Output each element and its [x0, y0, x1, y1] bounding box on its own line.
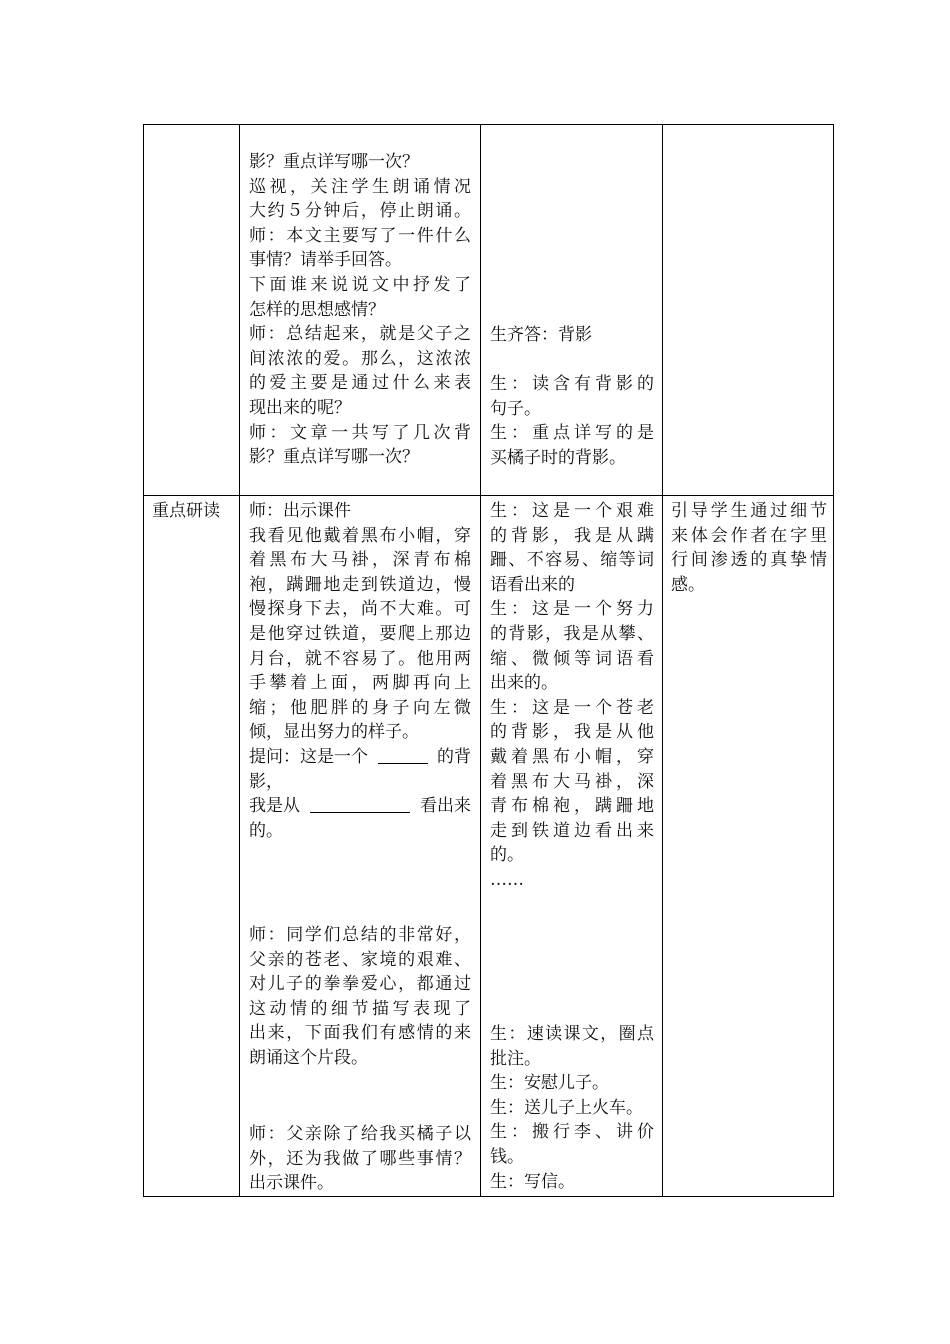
- student-line: 的背影，我是从攀、: [490, 623, 654, 644]
- row2-student-cell: [490, 499, 654, 893]
- question-line-2: 影，: [249, 771, 283, 792]
- teacher-line: 大约５分钟后，停止朗诵。: [249, 201, 471, 222]
- teacher-line: 师：父亲除了给我买橘子以: [249, 1124, 471, 1144]
- teacher-line: 我看见他戴着黑布小帽，穿: [249, 525, 471, 546]
- teacher-line: 下面谁来说说文中抒发了: [249, 274, 471, 295]
- ellipsis: ……: [490, 869, 524, 890]
- student-line: 句子。: [490, 398, 541, 419]
- teacher-line: 这动情的细节描写表现了: [249, 998, 471, 1019]
- student-line: 生：送儿子上火车。: [490, 1097, 643, 1118]
- row2-label-cell: [152, 499, 234, 524]
- fill-in-blank: [378, 745, 428, 764]
- teacher-line: 师：出示课件: [249, 501, 351, 521]
- answer-prefix: 我是从: [249, 796, 300, 817]
- question-suffix: 的背: [437, 746, 471, 767]
- teacher-line: 出示课件。: [249, 1173, 334, 1194]
- teacher-line: 怎样的思想感情？: [249, 299, 385, 320]
- teacher-line: 袍，蹒跚地走到铁道边，慢: [249, 574, 471, 595]
- teacher-line: 师：总结起来，就是父子之: [249, 324, 471, 345]
- table-border-bottom: [143, 1196, 834, 1197]
- question-line: [249, 745, 471, 770]
- teacher-line: 缩；他肥胖的身子向左微: [249, 697, 471, 718]
- student-line: 走到铁道边看出来: [490, 820, 654, 841]
- student-line: 生：安慰儿子。: [490, 1073, 609, 1094]
- student-line: 生：这是一个艰难: [490, 501, 654, 521]
- student-line: 缩、微倾等词语看: [490, 648, 654, 669]
- student-line: 生：写信。: [490, 1171, 575, 1192]
- student-line: 生齐答：背影: [490, 325, 592, 345]
- student-line: 的背影，我是从蹒: [490, 525, 654, 546]
- student-line: 跚、不容易、缩等词: [490, 550, 654, 571]
- row2-teacher-cell: [249, 499, 471, 843]
- table-column-divider: [239, 124, 240, 1197]
- teacher-line: 手攀着上面，两脚再向上: [249, 673, 471, 694]
- teacher-line: 间浓浓的爱。那么，这浓浓: [249, 348, 471, 369]
- intent-line: 来体会作者在字里: [671, 525, 827, 546]
- student-line: 钱。: [490, 1146, 524, 1167]
- row-label: 重点研读: [152, 501, 220, 521]
- intent-line: [671, 150, 827, 175]
- teacher-line: 巡视，关注学生朗诵情况: [249, 176, 471, 197]
- row1-label-cell: [152, 150, 232, 175]
- teacher-line: 影？重点详写哪一次？: [249, 447, 419, 468]
- student-line: 的背影，我是从他: [490, 722, 654, 743]
- teacher-line: 月台，就不容易了。他用两: [249, 648, 471, 669]
- table-column-divider: [480, 124, 481, 1197]
- student-line: 出来的。: [490, 673, 558, 694]
- table-border-left: [143, 124, 144, 1197]
- teacher-line: 现出来的呢？: [249, 397, 351, 418]
- teacher-line: 师：本文主要写了一件什么: [249, 225, 471, 246]
- teacher-line: 出来，下面我们有感情的来: [249, 1023, 471, 1044]
- student-line: 戴着黑布小帽，穿: [490, 746, 654, 767]
- question-prefix: 提问：这是一个: [249, 746, 368, 767]
- student-line: 语看出来的: [490, 574, 575, 595]
- row2-intent-cell: [671, 499, 827, 597]
- student-line: 生：搬行李、讲价: [490, 1122, 654, 1143]
- teacher-line: 的爱主要是通过什么来表: [249, 373, 471, 394]
- student-line: 青布棉袍，蹒跚地: [490, 796, 654, 817]
- student-line: 生：读含有背影的: [490, 374, 654, 395]
- student-line: 生：重点详写的是: [490, 423, 654, 444]
- row2-teacher-question-cell: [249, 1122, 471, 1196]
- row1-student-cell: [490, 323, 654, 471]
- teacher-line: 倾，显出努力的样子。: [249, 722, 419, 743]
- row2-student-tasks-cell: [490, 1022, 654, 1194]
- teacher-line: 外，还为我做了哪些事情？: [249, 1148, 471, 1169]
- student-line: 生：这是一个苍老: [490, 697, 654, 718]
- teacher-line: 师：同学们总结的非常好，: [249, 925, 471, 945]
- answer-line-2: 的。: [249, 820, 283, 841]
- teacher-line: 对儿子的拳拳爱心，都通过: [249, 974, 471, 995]
- teacher-line: 影？重点详写哪一次？: [249, 152, 419, 172]
- student-line: 生：这是一个努力: [490, 599, 654, 620]
- table-border-top: [143, 124, 834, 125]
- student-line: 生：速读课文，圈点: [490, 1024, 654, 1044]
- teacher-line: 慢探身下去，尚不大难。可: [249, 599, 471, 620]
- teacher-line: 父亲的苍老、家境的艰难、: [249, 949, 471, 970]
- row1-teacher-cell: [249, 150, 471, 470]
- intent-line: 引导学生通过细节: [671, 501, 827, 521]
- student-line: 买橘子时的背影。: [490, 447, 626, 468]
- row-label: [152, 150, 232, 175]
- row1-intent-cell: [671, 150, 827, 175]
- teacher-line: 是他穿过铁道，要爬上那边: [249, 623, 471, 644]
- teacher-line: 师：文章一共写了几次背: [249, 422, 471, 443]
- student-line: 着黑布大马褂，深: [490, 771, 654, 792]
- table-border-right: [833, 124, 834, 1197]
- answer-suffix: 看出来: [420, 796, 471, 817]
- student-line: 批注。: [490, 1048, 541, 1069]
- table-column-divider: [662, 124, 663, 1197]
- teacher-line: 事情？请举手回答。: [249, 250, 402, 271]
- teacher-line: 朗诵这个片段。: [249, 1047, 368, 1068]
- student-line: 的。: [490, 845, 524, 866]
- table-row-divider: [143, 495, 834, 496]
- intent-line: 行间渗透的真挚情: [671, 550, 827, 571]
- answer-line: [249, 794, 471, 819]
- teacher-line: 着黑布大马褂，深青布棉: [249, 550, 471, 571]
- row2-teacher-summary-cell: [249, 923, 471, 1071]
- intent-line: 感。: [671, 574, 705, 595]
- fill-in-blank: [310, 794, 410, 813]
